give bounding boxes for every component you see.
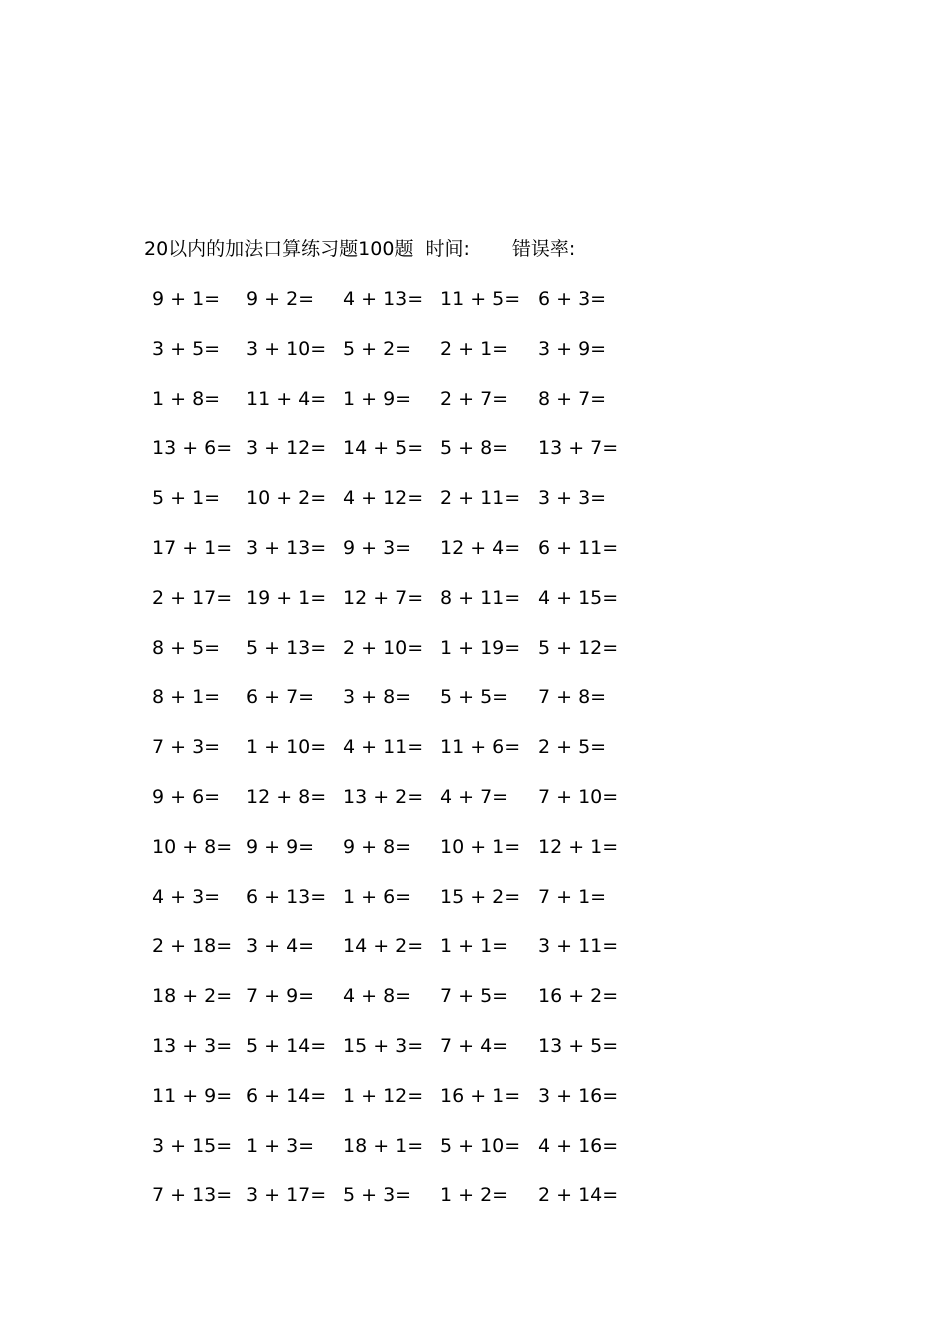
math-problem: 1 + 6= (343, 886, 412, 908)
math-problem: 5 + 12= (538, 637, 619, 659)
math-problem: 9 + 6= (152, 786, 221, 808)
math-problem: 5 + 5= (440, 686, 509, 708)
math-problem: 1 + 3= (246, 1135, 315, 1157)
math-problem: 7 + 9= (246, 985, 315, 1007)
math-problem: 6 + 14= (246, 1085, 327, 1107)
math-problem: 13 + 3= (152, 1035, 233, 1057)
math-problem: 4 + 12= (343, 487, 424, 509)
math-problem: 4 + 8= (343, 985, 412, 1007)
math-problem: 4 + 15= (538, 587, 619, 609)
math-problem: 18 + 2= (152, 985, 233, 1007)
math-problem: 12 + 8= (246, 786, 327, 808)
math-problem: 2 + 5= (538, 736, 607, 758)
math-problem: 9 + 9= (246, 836, 315, 858)
math-problem: 2 + 1= (440, 338, 509, 360)
math-problem: 3 + 9= (538, 338, 607, 360)
math-problem: 16 + 2= (538, 985, 619, 1007)
math-problem: 3 + 4= (246, 935, 315, 957)
math-problem: 14 + 2= (343, 935, 424, 957)
math-problem: 7 + 3= (152, 736, 221, 758)
math-problem: 1 + 9= (343, 388, 412, 410)
math-problem: 2 + 10= (343, 637, 424, 659)
math-problem: 5 + 13= (246, 637, 327, 659)
math-problem: 9 + 8= (343, 836, 412, 858)
math-problem: 12 + 7= (343, 587, 424, 609)
worksheet-title: 20以内的加法口算练习题100题 (144, 238, 414, 260)
math-problem: 10 + 8= (152, 836, 233, 858)
math-problem: 11 + 5= (440, 288, 521, 310)
math-problem: 7 + 13= (152, 1184, 233, 1206)
math-problem: 7 + 10= (538, 786, 619, 808)
math-problem: 5 + 1= (152, 487, 221, 509)
math-problem: 7 + 1= (538, 886, 607, 908)
math-problem: 12 + 1= (538, 836, 619, 858)
math-problem: 3 + 17= (246, 1184, 327, 1206)
math-problem: 13 + 7= (538, 437, 619, 459)
math-problem: 3 + 10= (246, 338, 327, 360)
math-problem: 1 + 12= (343, 1085, 424, 1107)
math-problem: 8 + 5= (152, 637, 221, 659)
math-problem: 3 + 13= (246, 537, 327, 559)
math-problem: 5 + 14= (246, 1035, 327, 1057)
math-problem: 4 + 11= (343, 736, 424, 758)
math-problem: 6 + 7= (246, 686, 315, 708)
math-problem: 2 + 14= (538, 1184, 619, 1206)
math-problem: 12 + 4= (440, 537, 521, 559)
math-problem: 5 + 8= (440, 437, 509, 459)
math-problem: 11 + 9= (152, 1085, 233, 1107)
math-problem: 5 + 3= (343, 1184, 412, 1206)
math-problem: 11 + 4= (246, 388, 327, 410)
math-problem: 11 + 6= (440, 736, 521, 758)
math-problem: 2 + 17= (152, 587, 233, 609)
math-problem: 8 + 7= (538, 388, 607, 410)
math-problem: 3 + 16= (538, 1085, 619, 1107)
math-problem: 15 + 3= (343, 1035, 424, 1057)
math-problem: 19 + 1= (246, 587, 327, 609)
math-problem: 1 + 19= (440, 637, 521, 659)
math-problem: 4 + 13= (343, 288, 424, 310)
error-rate-label: 错误率: (511, 238, 576, 260)
math-problem: 4 + 16= (538, 1135, 619, 1157)
math-problem: 6 + 3= (538, 288, 607, 310)
math-problem: 3 + 8= (343, 686, 412, 708)
math-problem: 10 + 2= (246, 487, 327, 509)
math-problem: 7 + 4= (440, 1035, 509, 1057)
time-label: 时间: (425, 238, 470, 260)
math-problem: 2 + 7= (440, 388, 509, 410)
math-problem: 13 + 2= (343, 786, 424, 808)
math-problem: 5 + 2= (343, 338, 412, 360)
math-problem: 10 + 1= (440, 836, 521, 858)
math-problem: 9 + 3= (343, 537, 412, 559)
math-problem: 3 + 12= (246, 437, 327, 459)
math-problem: 7 + 5= (440, 985, 509, 1007)
math-problem: 9 + 1= (152, 288, 221, 310)
math-problem: 1 + 1= (440, 935, 509, 957)
math-problem: 3 + 15= (152, 1135, 233, 1157)
math-problem: 13 + 5= (538, 1035, 619, 1057)
math-problem: 18 + 1= (343, 1135, 424, 1157)
math-problem: 6 + 11= (538, 537, 619, 559)
math-problem: 16 + 1= (440, 1085, 521, 1107)
math-problem: 3 + 11= (538, 935, 619, 957)
math-problem: 5 + 10= (440, 1135, 521, 1157)
math-problem: 1 + 8= (152, 388, 221, 410)
math-problem: 3 + 3= (538, 487, 607, 509)
math-problem: 2 + 11= (440, 487, 521, 509)
math-problem: 3 + 5= (152, 338, 221, 360)
math-problem: 8 + 1= (152, 686, 221, 708)
math-problem: 4 + 7= (440, 786, 509, 808)
math-problem: 17 + 1= (152, 537, 233, 559)
math-problem: 6 + 13= (246, 886, 327, 908)
math-problem: 9 + 2= (246, 288, 315, 310)
math-problem: 2 + 18= (152, 935, 233, 957)
math-problem: 7 + 8= (538, 686, 607, 708)
math-problem: 15 + 2= (440, 886, 521, 908)
math-problem: 1 + 2= (440, 1184, 509, 1206)
math-problem: 14 + 5= (343, 437, 424, 459)
math-problem: 13 + 6= (152, 437, 233, 459)
math-problem: 1 + 10= (246, 736, 327, 758)
math-problem: 4 + 3= (152, 886, 221, 908)
math-problem: 8 + 11= (440, 587, 521, 609)
